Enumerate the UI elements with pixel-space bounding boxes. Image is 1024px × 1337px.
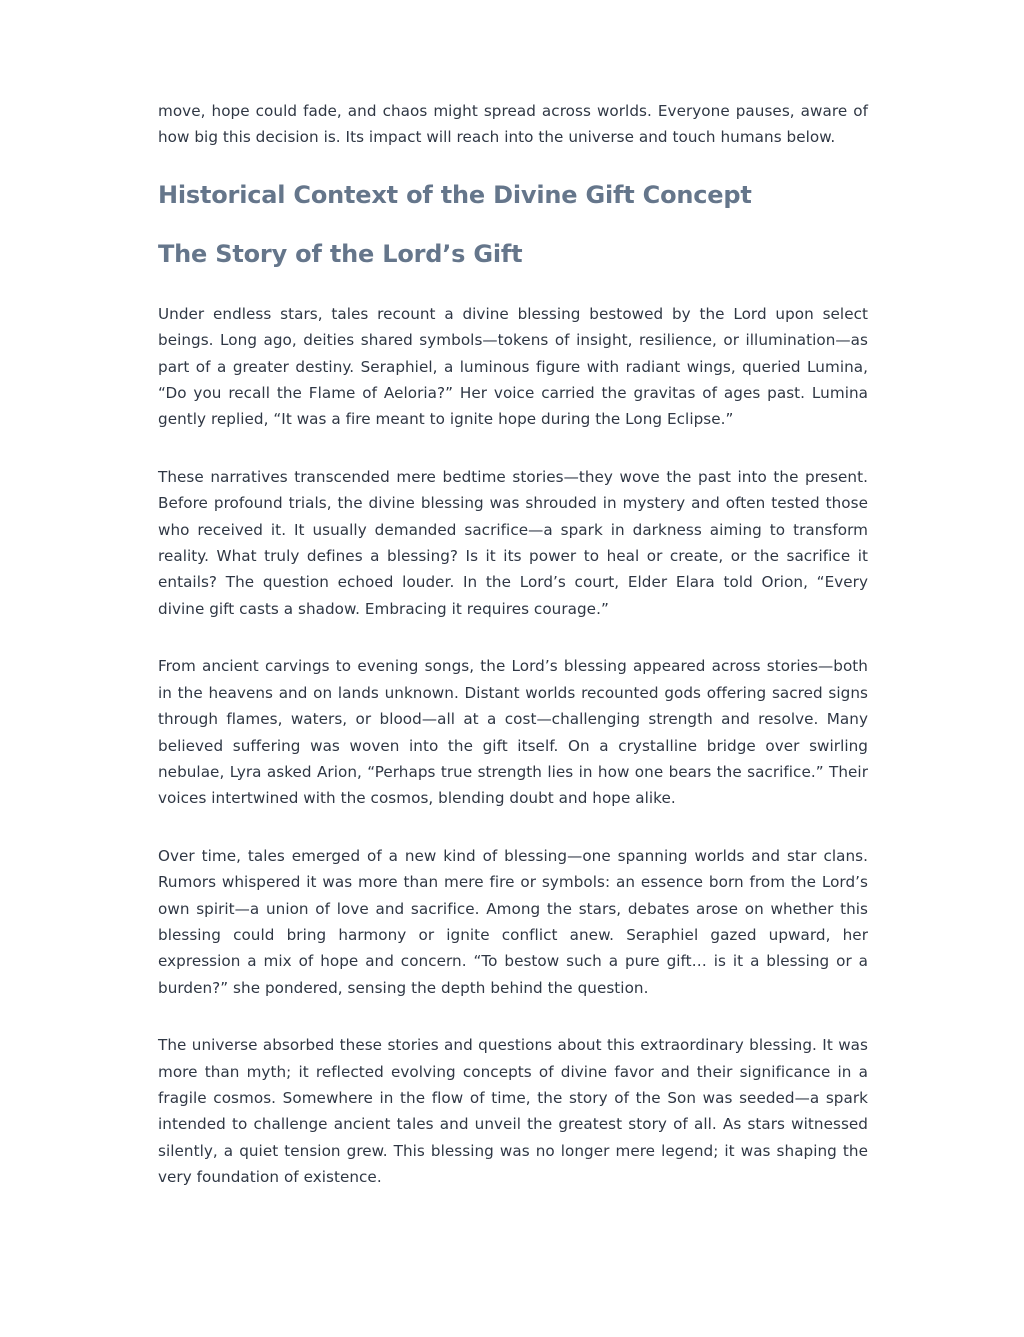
body-paragraph: Under endless stars, tales recount a divine blessing bestowed by the Lord upon select beings. Long ago, deities shared symbols—tokens of insight, resilience, or illumination—as part of a greater destiny. Seraphiel, a luminous figure with radiant wings, queried Lumina, “Do you recall the Flame of Aeloria?” Her voice carried the gravitas of ages past. Lumina gently replied, “It was a fire meant to ignite hope during the Long Eclipse.” — [158, 304, 868, 429]
body-paragraph: The universe absorbed these stories and questions about this extraordinary blessing. It was more than myth; it reflected evolving concepts of divine favor and their significance in a fragile cosmos. Somewhere in the flow of time, the story of the Son was seeded—a spark intended to challenge ancient tales and unveil the greatest story of all. As stars witnessed silently, a quiet tension grew. This blessing was no longer mere legend; it was shaping the very foundation of existence. — [158, 1036, 868, 1187]
section-heading-historical-context: Historical Context of the Divine Gift Concept — [158, 180, 752, 209]
document-page — [158, 98, 868, 1191]
section-heading-story: The Story of the Lord’s Gift — [158, 239, 523, 268]
body-paragraph: These narratives transcended mere bedtime stories—they wove the past into the present. Before profound trials, the divine blessing was shrouded in mystery and often tested those who received it. It usually demanded sacrifice—a spark in darkness aiming to transform reality. What truly defines a blessing? Is it its power to heal or create, or the sacrifice it entails? The question echoed louder. In the Lord’s court, Elder Elara told Orion, “Every divine gift casts a shadow. Embracing it requires courage.” — [158, 467, 868, 618]
body-paragraph: From ancient carvings to evening songs, the Lord’s blessing appeared across stories—both in the heavens and on lands unknown. Distant worlds recounted gods offering sacred signs through flames, waters, or blood—all at a cost—challenging strength and resolve. Many believed suffering was woven into the gift itself. On a crystalline bridge over swirling nebulae, Lyra asked Arion, “Perhaps true strength lies in how one bears the sacrifice.” Their voices intertwined with the cosmos, blending doubt and hope alike. — [158, 657, 868, 808]
intro-paragraph: move, hope could fade, and chaos might spread across worlds. Everyone pauses, aware of how big this decision is. Its impact will reach into the universe and touch humans below. — [158, 102, 868, 147]
body-paragraph: Over time, tales emerged of a new kind of blessing—one spanning worlds and star clans. Rumors whispered it was more than mere fire or symbols: an essence born from the Lord’s own spirit—a union of love and sacrifice. Among the stars, debates arose on whether this blessing could bring harmony or ignite conflict anew. Seraphiel gazed upward, her expression a mix of hope and concern. “To bestow such a pure gift… is it a blessing or a burden?” she pondered, sensing the depth behind the question. — [158, 846, 868, 997]
